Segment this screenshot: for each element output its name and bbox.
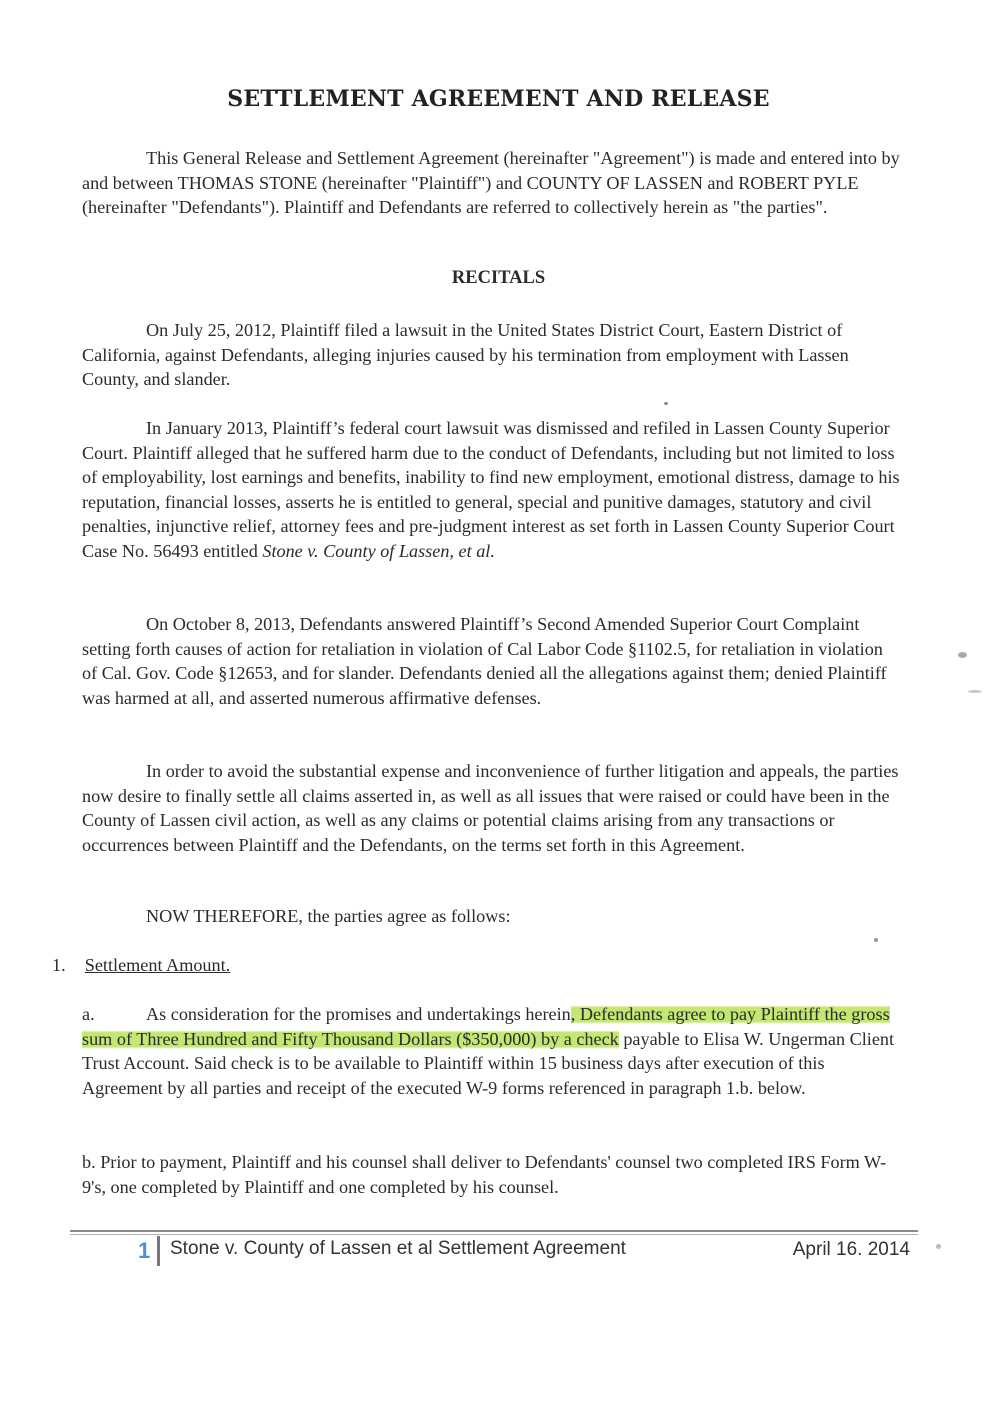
section-1-heading (52, 953, 230, 978)
now-therefore-text: NOW THEREFORE, the parties agree as follows: (146, 906, 511, 926)
recital-paragraph-1 (82, 318, 902, 392)
section-1-title: Settlement Amount. (84, 955, 231, 975)
page-number: 1 (138, 1238, 151, 1263)
scan-speck (958, 652, 967, 658)
recitals-heading: RECITALS (451, 268, 546, 288)
recital-3-text: On October 8, 2013, Defendants answered Plaintiff’s Second Amended Superior Court Complaint setting forth causes of action for retaliation in violation of Cal Labor Code §1102.5, for retaliation in violation of Cal. Gov. Code §12653, and for slander. Defendants denied all the allegations against them; denied Plaintiff was harmed at all, and asserted numerous affirmative defenses. (82, 614, 887, 708)
document-title: SETTLEMENT AGREEMENT AND RELEASE (227, 86, 770, 112)
footer-rule-thin (70, 1234, 918, 1235)
scan-speck (968, 690, 982, 693)
item-a-paragraph (82, 1002, 902, 1100)
footer-rule (70, 1230, 918, 1232)
recital-2-text: In January 2013, Plaintiff’s federal court lawsuit was dismissed and refiled in Lassen County Superior Court. Plaintiff alleged that he suffered harm due to the conduct of Defendants, including but not limited to loss of employability, lost earnings and benefits, inability to find new employment, emotional distress, damage to his reputation, financial losses, asserts he is entitled to general, special and punitive damages, statutory and civil penalties, injunctive relief, attorney fees and pre-judgment interest as set forth in Lassen County Superior Court Case No. 56493 entitled (82, 418, 900, 561)
section-1-number: 1. (52, 955, 66, 975)
case-name: Stone v. County of Lassen, et al. (262, 540, 495, 561)
recital-paragraph-3 (82, 612, 902, 710)
intro-text: This General Release and Settlement Agreement (hereinafter "Agreement") is made and entered into by and between THOMAS STONE (hereinafter "Plaintiff") and COUNTY OF LASSEN and ROBERT PYLE (hereinafter "Defendants"). Plaintiff and Defendants are referred to collectively herein as "the parties". (82, 148, 900, 218)
footer-title: Stone v. County of Lassen et al Settlement Agreement (170, 1238, 626, 1259)
scan-speck (874, 938, 878, 942)
recital-paragraph-4 (82, 759, 902, 857)
scan-speck (936, 1244, 941, 1249)
item-a-label: a. (82, 1004, 95, 1024)
item-a-lead: As consideration for the promises and undertakings herein (146, 1004, 571, 1024)
intro-paragraph (82, 146, 902, 220)
recital-paragraph-2 (82, 416, 902, 564)
item-b-paragraph (82, 1150, 902, 1199)
recital-1-text: On July 25, 2012, Plaintiff filed a lawsuit in the United States District Court, Eastern District of California, against Defendants, alleging injuries caused by his termination from employment with Lassen County, and slander. (82, 320, 849, 390)
item-a-rest: payable to Elisa W. Ungerman Client Trust Account. Said check is to be available to Plaintiff within 15 business days after execution of this Agreement by all parties and receipt of the executed W-9 forms referenced in paragraph 1.b. below. (82, 1028, 895, 1098)
scan-speck (664, 402, 668, 405)
footer-divider (157, 1236, 160, 1266)
item-b-text: b. Prior to payment, Plaintiff and his counsel shall deliver to Defendants' counsel two completed IRS Form W-9's, one completed by Plaintiff and one completed by his counsel. (82, 1152, 887, 1197)
page-footer (138, 1236, 910, 1266)
highlighted-amount-text: , Defendants agree to pay Plaintiff the gross sum of Three Hundred and Fifty Thousand Dollars ($350,000) by a check (82, 1004, 890, 1049)
now-therefore-paragraph (82, 904, 902, 929)
footer-date: April 16. 2014 (792, 1239, 910, 1260)
recital-4-text: In order to avoid the substantial expense and inconvenience of further litigation and appeals, the parties now desire to finally settle all claims asserted in, as well as all issues that were raised or could have been in the County of Lassen civil action, as well as any claims or potential claims arising from any transactions or occurrences between Plaintiff and the Defendants, on the terms set forth in this Agreement. (82, 761, 899, 855)
